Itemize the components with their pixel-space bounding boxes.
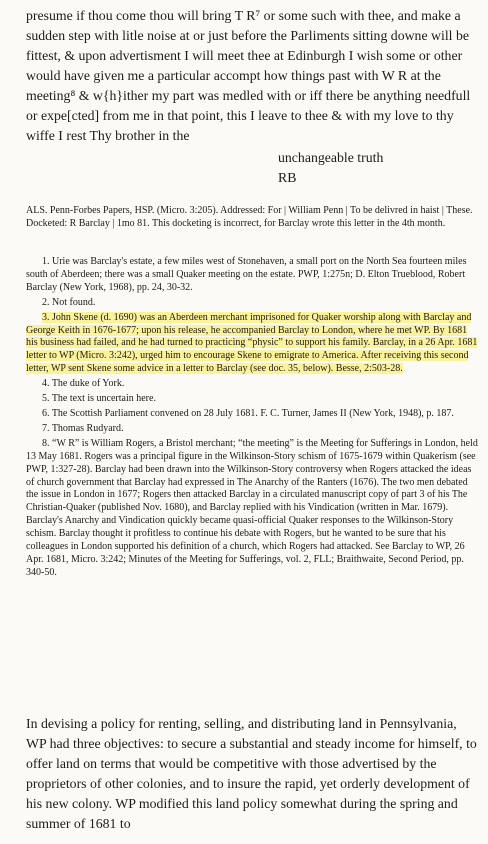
letter-text-block (26, 6, 478, 146)
letter-closing (278, 148, 383, 188)
closing-line: unchangeable truth (278, 150, 384, 165)
letter-paragraph: presume if thou come thou will bring T R⁷ or some such with thee, and make a sudden step with litle noise at or just before the Parliments sitting downe will be fittest, & upon advertisment I will meet thee at Edinburgh I wish some or other would have given me a particular accompt how things past with W R at the meeting⁸ & w{h}ither my part was medled with or iff there be anything needfull or expe[cted] from me in that point, this I leave to thee & with my love to thy wiffe I rest Thy brother in the (26, 8, 471, 143)
footnote-1: 1. Urie was Barclay's estate, a few miles west of Stonehaven, a small port on the North Sea fourteen miles south of Aberdeen; there was a small Quaker meeting on the estate. PWP, 1:275n; D. Elton Trueblood, Robert Barclay (New York, 1968), pp. 24, 30-32. (26, 256, 467, 293)
footnote-3-highlighted: 3. John Skene (d. 1690) was an Aberdeen merchant imprisoned for Quaker worship along with Barclay and George Keith in 1676-1677; upon his release, he accompanied Barclay to London, where he met WP. By 1681 his business had failed, and he had turned to practicing “physic” to support his family. Barclay, in a 26 Apr. 1681 letter to WP (Micro. 3:242), urged him to encourage Skene to emigrate to America. After receiving this second letter, WP sent Skene some advice in a letter to Barclay (see doc. 35, below). Besse, 2:503-28. (26, 311, 478, 375)
source-note (26, 204, 478, 230)
footnote-6: 6. The Scottish Parliament convened on 28 July 1681. F. C. Turner, James II (New York, 1948), p. 187. (42, 407, 454, 419)
footnote-7: 7. Thomas Rudyard. (42, 422, 124, 434)
body-paragraph-block (26, 714, 478, 834)
footnotes-list (26, 256, 478, 582)
footnote-5: 5. The text is uncertain here. (42, 393, 156, 405)
signature: RB (278, 170, 297, 185)
source-text: ALS. Penn-Forbes Papers, HSP. (Micro. 3:205). Addressed: For | William Penn | To be delivred in haist | These. Docketed: R Barclay | 1mo 81. This docketing is incorrect, for Barclay wrote this letter in the 4th month. (26, 205, 473, 229)
body-paragraph: In devising a policy for renting, selling, and distributing land in Pennsylvania, WP had three objectives: to secure a substantial and steady income for himself, to offer land on terms that would be competitive with those advertised by the proprietors of other colonies, and to insure the rapid, yet orderly development of his new colony. WP modified this land policy somewhat during the spring and summer of 1681 to (26, 716, 477, 831)
footnote-2: 2. Not found. (42, 296, 96, 308)
footnote-4: 4. The duke of York. (42, 378, 125, 390)
footnote-8: 8. “W R” is William Rogers, a Bristol merchant; “the meeting” is the Meeting for Sufferings in London, held 13 May 1681. Rogers was a principal figure in the Wilkinson-Story schism of 1675-1679 within Quakerism (see PWP, 1:327-28). Barclay had been drawn into the Wilkinson-Story controversy when Rogers attacked the ideas of church government that Barclay had expressed in The Anarchy of the Ranters (1676). The two men debated the issue in London in 1677; Rogers then attacked Barclay in a circulated manuscript copy of part 3 of his The Christian-Quaker (published Nov. 1680), and Barclay replied with his Vindication (written in Mar. 1679). Barclay's Anarchy and Vindication quickly became quasi-official Quaker responses to the Wilkinson-Story schism. Barclay thought it profitless to continue his debate with Rogers, but he wanted to be sure that his colleagues in London supported his definition of a church, which Rogers had attacked. See Barclay to WP, 26 Apr. 1681, Micro. 3:242; Minutes of the Meeting for Sufferings, vol. 2, FLL; Braithwaite, Second Period, pp. 340-50. (26, 437, 478, 578)
